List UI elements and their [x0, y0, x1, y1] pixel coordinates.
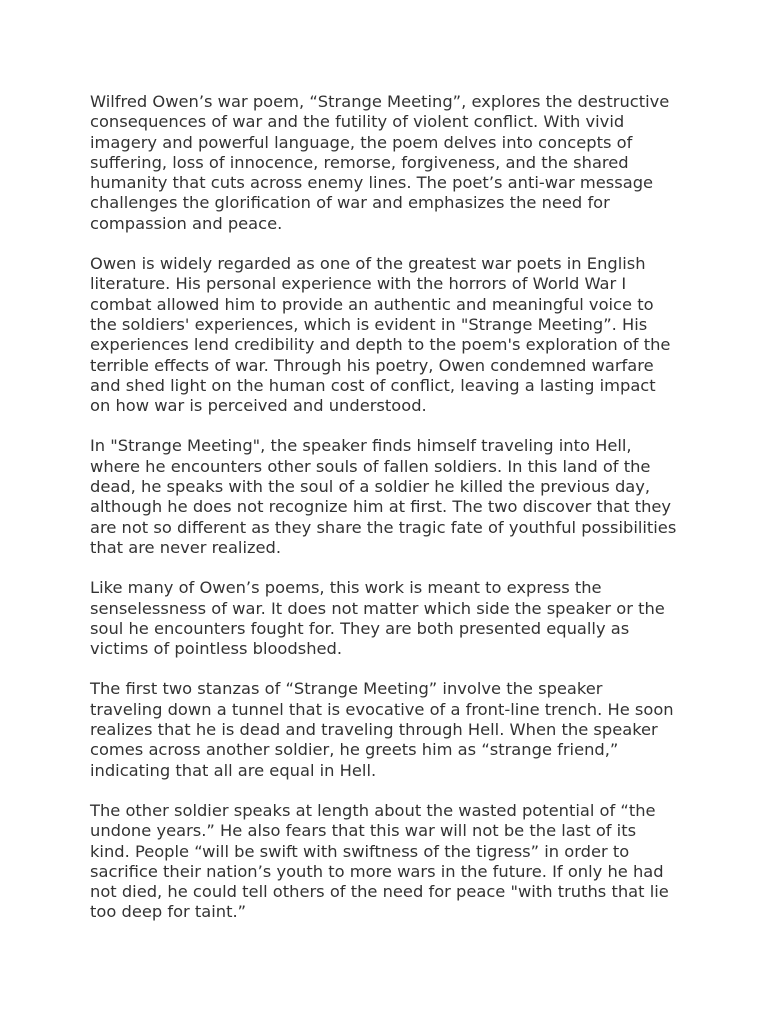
paragraph-senselessness: Like many of Owen’s poems, this work is meant to express the senselessness of war. It does not matter which side the speaker or the soul he encounters fought for. They are both presented equally as victims of pointless bloodshed.	[90, 578, 665, 659]
document-page	[90, 92, 680, 943]
paragraph-first-stanzas: The first two stanzas of “Strange Meeting” involve the speaker traveling down a tunnel that is evocative of a front-line trench. He soon realizes that he is dead and traveling through Hell. When the speaker comes across another soldier, he greets him as “strange friend,” indicating that all are equal in Hell.	[90, 679, 674, 780]
paragraph-summary: In "Strange Meeting", the speaker finds himself traveling into Hell, where he encounters other souls of fallen soldiers. In this land of the dead, he speaks with the soul of a soldier he killed the previous day, although he does not recognize him at first. The two discover that they are not so different as they share the tragic fate of youthful possibilities that are never realized.	[90, 436, 677, 557]
paragraph-other-soldier: The other soldier speaks at length about the wasted potential of “the undone years.” He also fears that this war will not be the last of its kind. People “will be swift with swiftness of the tigress” in order to sacrifice their nation’s youth to more wars in the future. If only he had not died, he could tell others of the need for peace "with truths that lie too deep for taint.”	[90, 800, 669, 922]
paragraph-intro: Wilfred Owen’s war poem, “Strange Meeting”, explores the destructive consequences of war and the futility of violent conflict. With vivid imagery and powerful language, the poem delves into concepts of suffering, loss of innocence, remorse, forgiveness, and the shared humanity that cuts across enemy lines. The poet’s anti-war message challenges the glorification of war and emphasizes the need for compassion and peace.	[90, 92, 670, 233]
paragraph-owen-background: Owen is widely regarded as one of the greatest war poets in English literature. His personal experience with the horrors of World War I combat allowed him to provide an authentic and meaningful voice to the soldiers' experiences, which is evident in "Strange Meeting”. His experiences lend credibility and depth to the poem's exploration of the terrible effects of war. Through his poetry, Owen condemned warfare and shed light on the human cost of conflict, leaving a lasting impact on how war is perceived and understood.	[90, 254, 671, 416]
